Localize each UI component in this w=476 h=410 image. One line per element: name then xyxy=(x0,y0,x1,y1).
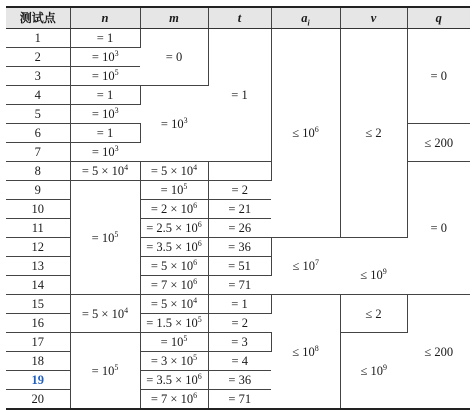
m-cell: = $2.5 \times 10^6$ xyxy=(140,219,208,238)
t-cell: = 51 xyxy=(208,257,271,276)
v-cell: ≤ 2 xyxy=(340,295,407,333)
m-cell: = $3.5 \times 10^6$ xyxy=(140,238,208,257)
row-id: 20 xyxy=(6,390,70,410)
m-cell: = $5 \times 10^6$ xyxy=(140,257,208,276)
n-cell: = 1 xyxy=(70,86,140,105)
n-cell: = $10^5$ xyxy=(70,181,140,295)
row-id: 9 xyxy=(6,181,70,200)
n-cell: = $10^3$ xyxy=(70,105,140,124)
header-row xyxy=(6,7,470,29)
row-id: 17 xyxy=(6,333,70,352)
ai-cell: ≤ $10^8$ xyxy=(271,295,340,410)
m-cell: = $1.5 \times 10^5$ xyxy=(140,314,208,333)
row-id: 12 xyxy=(6,238,70,257)
header-test-point: 测试点 xyxy=(6,7,70,29)
t-cell: = 2 xyxy=(208,181,271,200)
header-m: m xyxy=(140,7,208,29)
n-cell: = 1 xyxy=(70,124,140,143)
m-cell: = $7 \times 10^6$ xyxy=(140,276,208,295)
n-cell: = $10^3$ xyxy=(70,143,140,162)
q-cell: = 0 xyxy=(407,162,470,295)
ai-cell: ≤ $10^6$ xyxy=(271,29,340,238)
n-cell: = $5 \times 10^4$ xyxy=(70,295,140,333)
row-id: 19 xyxy=(6,371,70,390)
n-cell: = $10^5$ xyxy=(70,333,140,410)
t-cell: = 1 xyxy=(208,295,271,314)
row-id: 10 xyxy=(6,200,70,219)
row-id: 3 xyxy=(6,67,70,86)
row-id: 1 xyxy=(6,29,70,48)
m-cell: = $5 \times 10^4$ xyxy=(140,162,208,181)
m-cell: = $2 \times 10^6$ xyxy=(140,200,208,219)
q-cell: ≤ 200 xyxy=(407,124,470,162)
t-cell: = 4 xyxy=(208,352,271,371)
t-cell: = 36 xyxy=(208,238,271,257)
n-cell: = $10^5$ xyxy=(70,67,140,86)
v-cell: ≤ 2 xyxy=(340,29,407,238)
header-q: q xyxy=(407,7,470,29)
row-id: 11 xyxy=(6,219,70,238)
t-cell: = 3 xyxy=(208,333,271,352)
q-cell: ≤ 200 xyxy=(407,295,470,410)
row-id: 18 xyxy=(6,352,70,371)
header-n: n xyxy=(70,7,140,29)
t-cell xyxy=(208,162,271,181)
row-id: 13 xyxy=(6,257,70,276)
table-row xyxy=(6,295,470,314)
header-ai-sub: i xyxy=(307,18,310,28)
row-id: 14 xyxy=(6,276,70,295)
t-cell: = 2 xyxy=(208,314,271,333)
row-id: 15 xyxy=(6,295,70,314)
n-cell: = $5 \times 10^4$ xyxy=(70,162,140,181)
n-cell: = $10^3$ xyxy=(70,48,140,67)
row-id: 5 xyxy=(6,105,70,124)
v-cell: ≤ $10^9$ xyxy=(340,257,407,295)
row-id: 16 xyxy=(6,314,70,333)
q-cell: = 0 xyxy=(407,29,470,124)
row-id: 7 xyxy=(6,143,70,162)
header-v: v xyxy=(340,7,407,29)
row-id: 6 xyxy=(6,124,70,143)
t-cell: = 71 xyxy=(228,392,252,406)
header-ai xyxy=(271,7,340,29)
m-cell: = $10^5$ xyxy=(140,181,208,200)
t-cell: = 36 xyxy=(208,371,271,390)
m-cell: = 0 xyxy=(140,29,208,86)
m-cell: = $3 \times 10^5$ xyxy=(140,352,208,371)
ai-cell: ≤ $10^7$ xyxy=(271,238,340,295)
table-row xyxy=(6,29,470,48)
t-cell: = 26 xyxy=(208,219,271,238)
header-t: t xyxy=(208,7,271,29)
t-cell: = 71 xyxy=(208,276,271,295)
m-cell: = $5 \times 10^4$ xyxy=(140,295,208,314)
n-cell: = 1 xyxy=(70,29,140,48)
v-cell: ≤ $10^9$ xyxy=(340,333,407,410)
row-id: 8 xyxy=(6,162,70,181)
m-cell: = $10^3$ xyxy=(140,86,208,162)
t-cell: = 21 xyxy=(208,200,271,219)
m-cell: = $10^5$ xyxy=(140,333,208,352)
table-row xyxy=(6,333,470,352)
row-id: 2 xyxy=(6,48,70,67)
header-ai-base: a xyxy=(301,11,308,25)
m-cell: = $7 \times 10^6$ xyxy=(140,390,208,410)
m-cell: = $3.5 \times 10^6$ xyxy=(140,371,208,390)
row-id: 4 xyxy=(6,86,70,105)
t-cell: = 1 xyxy=(208,29,271,162)
constraints-table xyxy=(6,6,470,410)
